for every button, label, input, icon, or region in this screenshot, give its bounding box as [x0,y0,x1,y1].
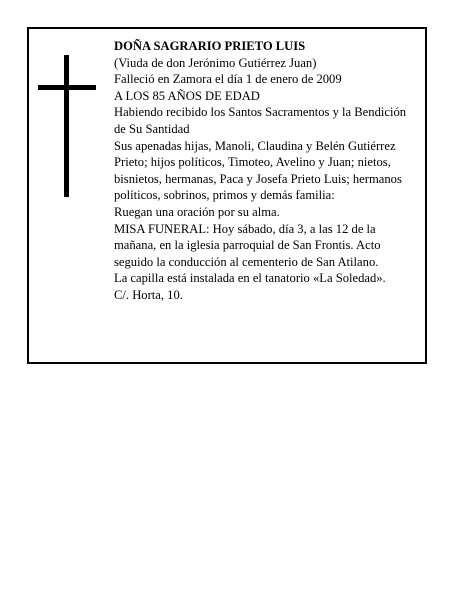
sacraments-line: Habiendo recibido los Santos Sacramentos y la Bendición de Su Santidad [114,105,407,136]
age-line: A LOS 85 AÑOS DE EDAD [114,88,260,103]
prayer-line: Ruegan una oración por su alma. [114,204,280,219]
cross-vertical-bar [64,55,69,197]
cross-horizontal-bar [38,85,96,90]
family-paragraph: Sus apenadas hijas, Manoli, Claudina y Belén Gutiérrez Prieto; hijos políticos, Timoteo, Avelino y Juan; nietos, bisnietos, hermanas, Paca y Josefa Prieto Luis; hermanos políticos, sobrinos, primos y demás familia: [114,138,402,203]
widow-of-line: (Viuda de don Jerónimo Gutiérrez Juan) [114,55,317,70]
death-line: Falleció en Zamora el día 1 de enero de 2009 [114,72,342,87]
deceased-name: DOÑA SAGRARIO PRIETO LUIS [114,39,306,53]
obituary-text [114,38,418,304]
address-line: C/. Horta, 10. [114,287,183,302]
cross-icon [38,55,96,197]
funeral-mass-paragraph: MISA FUNERAL: Hoy sábado, día 3, a las 12 de la mañana, en la iglesia parroquial de San Frontis. Acto seguido la conducción al cementerio de San Atilano. [114,221,381,269]
chapel-line: La capilla está instalada en el tanatorio «La Soledad». [114,271,386,286]
